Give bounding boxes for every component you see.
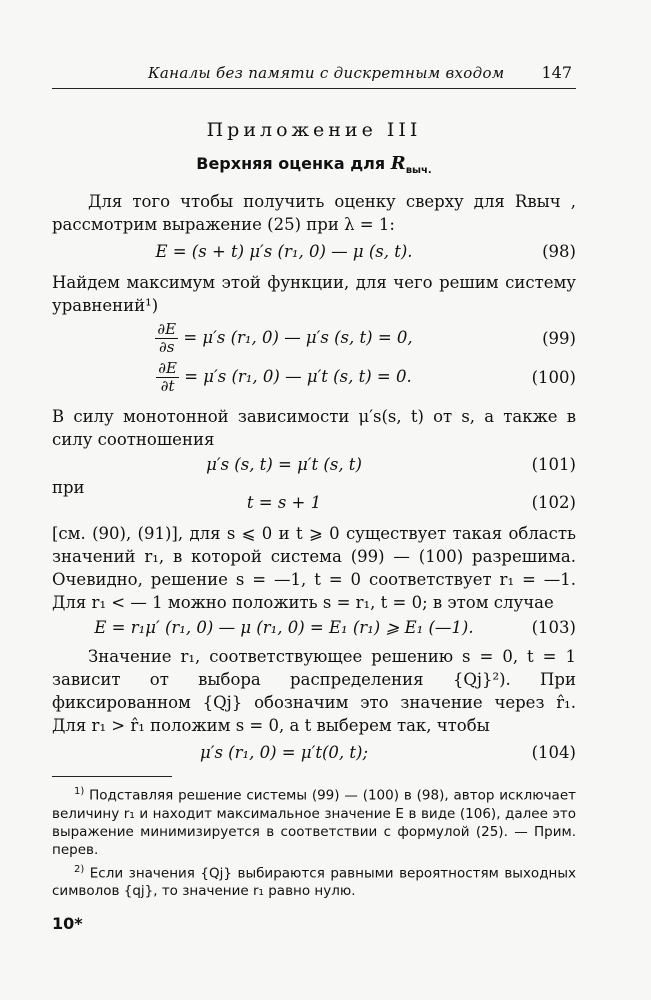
equation-99-fraction xyxy=(155,321,178,356)
equation-100 xyxy=(52,360,576,395)
appendix-title: Приложение III xyxy=(206,119,422,141)
section-title-symbol: R xyxy=(390,153,406,174)
equation-103-body: E = r₁μ′ (r₁, 0) — μ (r₁, 0) = E₁ (r₁) ⩾ E₁ (—1). xyxy=(94,618,474,638)
paragraph-1: Для того чтобы получить оценку сверху для Rвыч , рассмотрим выражение (25) при λ = 1: xyxy=(52,192,576,235)
footnote-2-mark: 2) xyxy=(74,863,85,875)
section-title-prefix: Верхняя оценка для xyxy=(196,154,386,173)
signature-mark: 10* xyxy=(52,914,83,934)
equation-104-body: μ′s (r₁, 0) = μ′t(0, t); xyxy=(199,743,368,763)
footnote-2-text: Если значения {Qj} выбираются равными вероятностям выходных символов {qj}, то значение r₁ равно нулю. xyxy=(52,865,577,900)
paragraph-3: В силу монотонной зависимости μ′s(s, t) от s, а также в силу соотношения xyxy=(52,407,576,450)
equation-100-number: (100) xyxy=(531,368,576,388)
equation-99-number: (99) xyxy=(542,329,576,349)
equation-104 xyxy=(52,743,576,762)
page xyxy=(52,58,576,933)
page-number: 147 xyxy=(541,63,572,82)
running-head xyxy=(52,58,576,89)
footnote-1-mark: 1) xyxy=(74,786,85,798)
footnote-2 xyxy=(52,861,576,901)
equation-98-number: (98) xyxy=(542,242,576,262)
equation-99-denominator: ∂s xyxy=(158,338,175,357)
equation-101 xyxy=(52,455,576,474)
footnote-1 xyxy=(52,783,576,859)
section-title xyxy=(52,153,576,176)
footnote-rule xyxy=(52,776,172,777)
equation-103-number: (103) xyxy=(531,618,576,638)
paragraph-4: [см. (90), (91)], для s ⩽ 0 и t ⩾ 0 существует такая область значений r₁, в которой система (99) — (100) разрешима. Очевидно, решение s = —1, t = 0 соответствует r₁ = —1. Для r₁ < — 1 можно положить s = r₁, t = 0; в этом случае xyxy=(52,524,576,613)
equation-100-fraction xyxy=(156,360,179,395)
footnote-1-text: Подставляя решение системы (99) — (100) в (98), автор исключает величину r₁ и находит максимальное значение E в виде (106), далее это выражение минимизируется в соответствии с формулой (25). — Прим. перев. xyxy=(52,787,576,858)
equation-104-number: (104) xyxy=(531,743,576,763)
equation-101-number: (101) xyxy=(531,455,576,475)
equation-102 xyxy=(52,493,576,512)
equation-103 xyxy=(52,618,576,637)
paragraph-pri: при xyxy=(52,478,85,498)
equation-100-numerator: ∂E xyxy=(158,359,177,378)
paragraph-2: Найдем максимум этой функции, для чего решим систему уравнений¹) xyxy=(52,273,576,316)
equation-102-number: (102) xyxy=(531,493,576,513)
running-title: Каналы без памяти с дискретным входом xyxy=(148,64,505,82)
equation-101-body: μ′s (s, t) = μ′t (s, t) xyxy=(206,455,362,475)
equation-98 xyxy=(52,242,576,261)
equation-98-body: E = (s + t) μ′s (r₁, 0) — μ (s, t). xyxy=(155,242,413,262)
equation-100-rhs: = μ′s (r₁, 0) — μ′t (s, t) = 0. xyxy=(184,367,412,387)
equation-102-body: t = s + 1 xyxy=(246,493,322,513)
equation-99 xyxy=(52,321,576,356)
paragraph-5: Значение r₁, соответствующее решению s = 0, t = 1 зависит от выбора распределения {Qj}²). При фиксированном {Qj} обозначим это значение через r̂₁. Для r₁ > r̂₁ положим s = 0, а t выберем так, чтобы xyxy=(52,647,576,736)
equation-99-rhs: = μ′s (r₁, 0) — μ′s (s, t) = 0, xyxy=(183,328,413,348)
equation-100-denominator: ∂t xyxy=(160,377,175,396)
section-title-subscript: выч. xyxy=(405,165,432,177)
equation-99-numerator: ∂E xyxy=(157,320,177,339)
